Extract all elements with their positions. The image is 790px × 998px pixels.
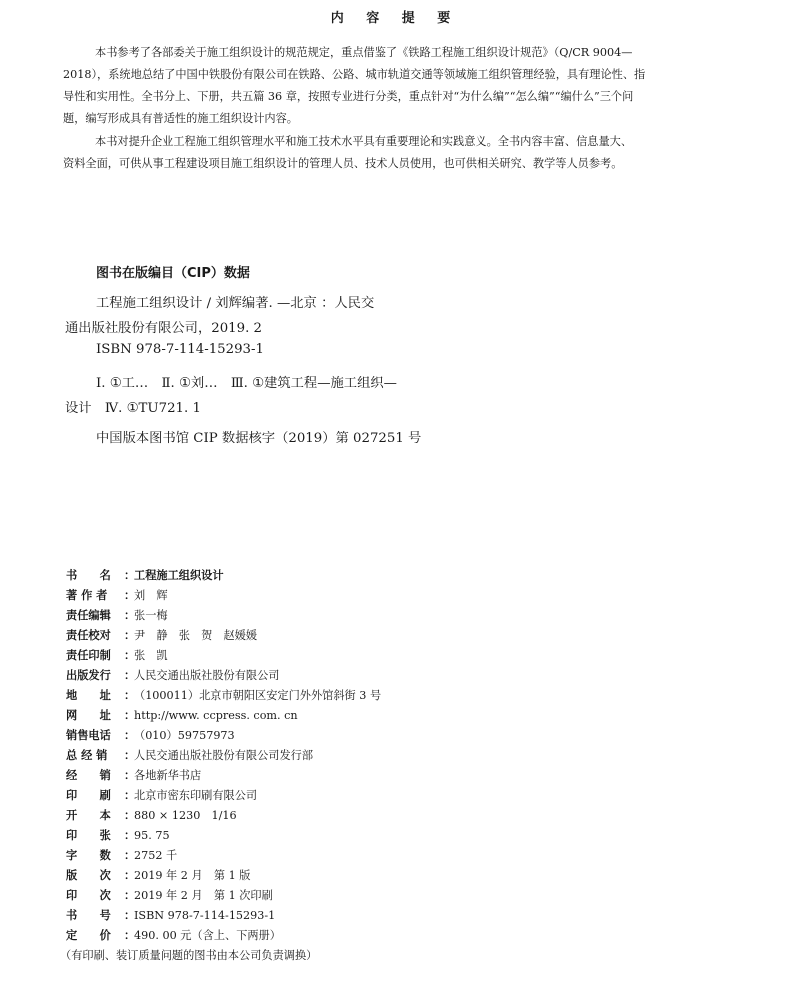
colophon-value: 880 × 1230 1/16 [134,809,237,822]
colophon-value: 人民交通出版社股份有限公司 [134,669,280,682]
cip-line-1: 工程施工组织设计 / 刘辉编著. —北京 ：人民交 [96,296,375,311]
colophon-row-sales-phone [66,726,766,746]
colophon-colon: ： [124,829,136,842]
colophon-row-editor [66,606,766,626]
colophon-row-word-count [66,846,766,866]
colophon-value: 490. 00 元（含上、下两册） [134,929,281,942]
colophon-value: 各地新华书店 [134,769,202,782]
colophon-colon: ： [124,849,136,862]
colophon-row-author [66,586,766,606]
colophon-row-price [66,926,766,946]
colophon-colon: ： [124,689,136,702]
colophon-colon: ： [124,669,136,682]
colophon-label: 网 址 [66,709,111,722]
colophon-row-general-distributor [66,746,766,766]
colophon-value: 2019 年 2 月 第 1 次印刷 [134,889,273,902]
summary-p2-line-1: 本书对提升企业工程施工组织管理水平和施工技术水平具有重要理论和实践意义。全书内容丰富、信息量大、 [95,135,633,148]
colophon-colon: ： [124,909,136,922]
colophon-colon: ： [124,589,136,602]
colophon [60,566,766,966]
colophon-value: 2019 年 2 月 第 1 版 [134,869,251,882]
cip-heading: 图书在版编目（CIP）数据 [96,266,250,281]
colophon-colon: ： [124,729,136,742]
colophon-row-distributor [66,766,766,786]
colophon-label: 定 价 [66,929,111,942]
cip-line-2: 通出版社股份有限公司，2019. 2 [65,321,263,336]
colophon-value: 工程施工组织设计 [134,569,224,582]
colophon-colon: ： [124,929,136,942]
colophon-value: 刘 辉 [134,589,168,602]
colophon-row-isbn [66,906,766,926]
colophon-label: 印 张 [66,829,111,842]
colophon-row-proofreader [66,626,766,646]
summary-p1-line-2: 2018），系统地总结了中国中铁股份有限公司在铁路、公路、城市轨道交通等领域施工组织管理经验，具有理论性、指 [63,68,646,81]
colophon-row-website [66,706,766,726]
cip-line-3: ISBN 978-7-114-15293-1 [96,342,264,357]
colophon-colon: ： [124,789,136,802]
colophon-value: http://www. ccpress. com. cn [134,709,298,722]
colophon-colon: ： [124,809,136,822]
colophon-colon: ： [124,649,136,662]
colophon-colon: ： [124,889,136,902]
colophon-colon: ： [124,569,136,582]
colophon-label: 开 本 [66,809,111,822]
colophon-label: 书 名 [66,569,111,582]
colophon-row-publisher [66,666,766,686]
colophon-label: 出版发行 [66,669,111,682]
colophon-colon: ： [124,869,136,882]
summary-p1-line-1: 本书参考了各部委关于施工组织设计的规范规定，重点借鉴了《铁路工程施工组织设计规范》（Q/CR 9004— [95,46,633,59]
colophon-label: 责任校对 [66,629,111,642]
colophon-row-edition [66,866,766,886]
colophon-row-impression [66,886,766,906]
colophon-label: 版 次 [66,869,111,882]
colophon-label: 印 次 [66,889,111,902]
colophon-label: 总 经 销 [66,749,108,762]
colophon-value: 尹 静 张 贺 赵媛媛 [134,629,258,642]
colophon-label: 责任印制 [66,649,111,662]
colophon-label: 地 址 [66,689,111,702]
colophon-label: 销售电话 [66,729,111,742]
colophon-value: 张一梅 [134,609,168,622]
colophon-footnote: （有印刷、装订质量问题的图书由本公司负责调换） [60,949,318,962]
colophon-colon: ： [124,709,136,722]
colophon-colon: ： [124,769,136,782]
colophon-colon: ： [124,609,136,622]
colophon-value: （010）59757973 [134,729,235,742]
cip-line-6: 中国版本图书馆 CIP 数据核字（2019）第 027251 号 [96,431,422,446]
colophon-row-address [66,686,766,706]
colophon-value: ISBN 978-7-114-15293-1 [134,909,276,922]
summary-title: 内 容 提 要 [330,11,460,26]
colophon-label: 经 销 [66,769,111,782]
colophon-row-format [66,806,766,826]
cip-line-4: Ⅰ. ①工… Ⅱ. ①刘… Ⅲ. ①建筑工程—施工组织— [96,376,397,391]
colophon-colon: ： [124,629,136,642]
colophon-label: 印 刷 [66,789,111,802]
colophon-value: 张 凯 [134,649,168,662]
colophon-row-print-supervisor [66,646,766,666]
colophon-colon: ： [124,749,136,762]
summary-p2-line-2: 资料全面，可供从事工程建设项目施工组织设计的管理人员、技术人员使用，也可供相关研究、教学等人员参考。 [63,157,623,170]
colophon-row-sheets [66,826,766,846]
colophon-value: （100011）北京市朝阳区安定门外外馆斜街 3 号 [134,689,382,702]
colophon-label: 书 号 [66,909,111,922]
colophon-value: 95. 75 [134,829,170,842]
colophon-value: 北京市密东印刷有限公司 [134,789,258,802]
summary-p1-line-4: 题，编写形成具有普适性的施工组织设计内容。 [63,112,298,125]
colophon-label: 责任编辑 [66,609,111,622]
colophon-row-title [66,566,766,586]
colophon-label: 著 作 者 [66,589,108,602]
colophon-row-printer [66,786,766,806]
colophon-label: 字 数 [66,849,111,862]
summary-p1-line-3: 导性和实用性。全书分上、下册，共五篇 36 章，按照专业进行分类，重点针对“为什么编”“怎么编”“编什么”三个问 [63,90,634,103]
colophon-value: 人民交通出版社股份有限公司发行部 [134,749,314,762]
colophon-value: 2752 千 [134,849,178,862]
cip-line-5: 设计 Ⅳ. ①TU721. 1 [65,401,201,416]
